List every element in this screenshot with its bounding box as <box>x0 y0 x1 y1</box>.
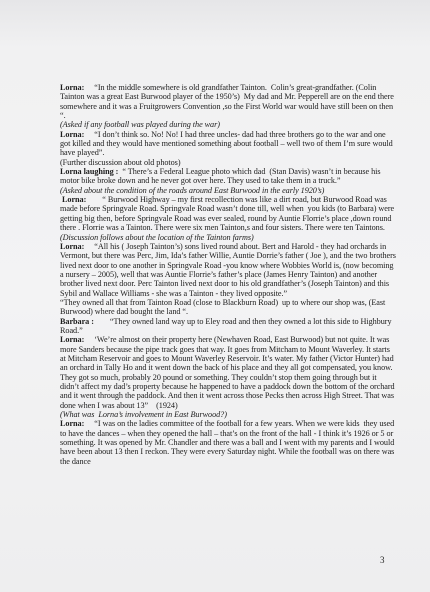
plain-note: (Further discussion about old photos) <box>60 157 181 167</box>
paragraph-9 <box>60 242 396 298</box>
speaker-label: Lorna: <box>60 195 87 205</box>
speech-text: “I don’t think so. No! No! I had three uncles- dad had three brothers go to the war and one got killed and they would have mentioned something about football – well two of them I’m sure would have played”. <box>60 129 395 158</box>
speech-text: “I was on the ladies committee of the football for a few years. When we were kids they used to have the dances – when they opened the hall – that’s on the front of the hall - I think it’s 1926 or 5 or something. It was opened by Mr. Chandler and there was a ball and I went with my parents and I would have been about 13 then I reckon. They were every Saturday night. While the football was on there was the dance <box>60 419 397 466</box>
interviewer-note: (What was Lorna’s involvement in East Burwood?) <box>60 410 227 420</box>
paragraph-4 <box>60 158 396 167</box>
speech-text: “They owned land way up to Eley road and then they owned a lot this side to Highbury Road.” <box>60 316 394 335</box>
speaker-label: Lorna: <box>60 241 85 251</box>
paragraph-3 <box>60 130 396 158</box>
page-number: 3 <box>380 555 385 565</box>
paragraph-2 <box>60 120 396 129</box>
paragraph-5 <box>60 167 396 186</box>
speech-text: “All his ( Joseph Tainton’s) sons lived round about. Bert and Harold - they had orchards in Vermont, but there was Perc, Jim, Ida’s father Willie, Auntie Dorrie’s father ( Joe ), and the two brothers lived next door to one another in Springvale Road -you know where Wobbies World is, (now becoming a nursery – 2005), well that was Auntie Florrie’s father’s place (James Henry Tainton) and another brother lived next door. Perc Tainton lived next door to his old grandfather’s (Joseph Tainton) and this Sybil and Wallace Williams - she was a Tainton - they lived opposite.” <box>60 241 398 298</box>
paragraph-14 <box>60 419 396 466</box>
speech-text: “ There’s a Federal League photo which dad (Stan Davis) wasn’t in because his motor bike broke down and he never got over here. They used to take them in a truck.” <box>60 167 383 186</box>
interviewer-note: (Asked about the condition of the roads around East Burwood in the early 1920’s) <box>60 185 325 195</box>
speech-text: “ Burwood Highway – my first recollection was like a dirt road, but Burwood Road was made before Springvale Road. Springvale Road wasn’t done till, well when you kids (to Barbara) were getting big then, before Springvale Road was ever sealed, round by Auntie Florrie’s place ,down round there . Florrie was a Tainton. There were six men Tainton,s and four sisters. There were ten Taintons. <box>60 195 397 233</box>
speaker-label: Barbara : <box>60 316 94 326</box>
paragraph-11 <box>60 317 396 336</box>
interviewer-note: (Discussion follows about the location of the Tainton farms) <box>60 232 254 242</box>
paragraph-6 <box>60 186 396 195</box>
speech-text: ‘We’re almost on their property here (Newhaven Road, East Burwood) but not quite. It was more Sanders because the pipe track goes that way. It goes from Mitcham to Mount Waverley. It starts at Mitcham Reservoir and goes to Mount Waverley Reservoir. It’s water. My father (Victor Hunter) had an orchard in Tally Ho and it went down the back of his place and they all got compensated, you know. They got so much, probably 20 pound or something. They couldn’t stop them going through but it didn’t affect my dad’s property because he happened to have a paddock down the bottom of the orchard and it went through the paddock. And then it went across those Pecks then across High Street. That was done when I was about 13” (1924) <box>60 335 397 410</box>
plain-note: “They owned all that from Tainton Road (close to Blackburn Road) up to where our shop was, (East Burwood) where dad bought the land “. <box>60 297 388 317</box>
transcript-body <box>60 83 396 466</box>
paragraph-1 <box>60 83 396 120</box>
speaker-label: Lorna: <box>60 83 85 92</box>
speaker-label: Lorna: <box>60 335 85 345</box>
speaker-label: Lorna laughing : <box>60 167 119 177</box>
speaker-label: Lorna: <box>60 419 85 429</box>
speech-text: “In the middle somewhere is old grandfather Tainton. Colin’s great-grandfather. (Colin Tainton was a great East Burwood player of the 1950’s) My dad and Mr. Pepperell are on the end there somewhere and it was a Fruitgrowers Convention ,so the First World war would have still been on then “. <box>60 83 396 121</box>
paragraph-13 <box>60 410 396 419</box>
paragraph-10 <box>60 298 396 317</box>
paragraph-12 <box>60 335 396 410</box>
paragraph-7 <box>60 195 396 232</box>
interviewer-note: (Asked if any football was played during the war) <box>60 120 220 130</box>
speaker-label: Lorna: <box>60 129 85 139</box>
paragraph-8 <box>60 233 396 242</box>
